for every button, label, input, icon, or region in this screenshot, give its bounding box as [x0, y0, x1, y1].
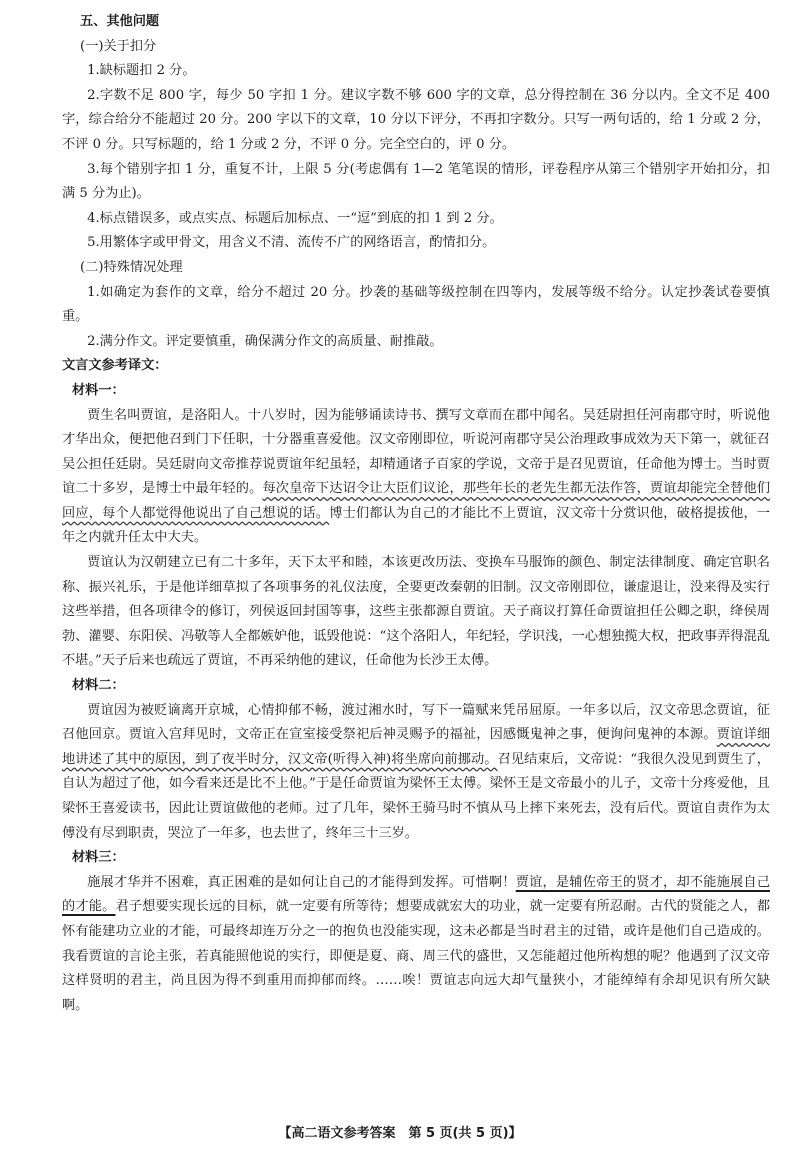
page-footer: 【高二语文参考答案 第 5 页(共 5 页)】: [278, 1126, 522, 1141]
deduction-item-5: 5.用繁体字或甲骨文，用含义不清、流传不广的网络语言，酌情扣分。: [87, 235, 496, 251]
material-3-underlined-sentence: 贾谊，是辅佐帝王的贤才，却不能施展自己的才能。: [62, 874, 771, 915]
material-1-paragraph-1: [62, 404, 770, 552]
material-1-text-a: 贾生名叫贾谊，是洛阳人。十八岁时，因为能够诵读诗书、撰写文章而在郡中闻名。吴廷尉担任河南郡守时，听说他才华出众，便把他召到门下任职，十分器重喜爱他。汉文帝刚即位，听说河南郡守吴公治理政事成效为天下第一，就征召吴公担任廷尉。吴廷尉向文帝推荐说贾谊年纪虽轻，却精通诸子百家的学说，文帝于是召见贾谊，任命他为博士。当时贾谊二十多岁，是博士中最年轻的。: [62, 407, 770, 497]
material-1-text-b: 博士们都认为自己的才能比不上贾谊，汉文帝十分赏识他，破格提拔他，一年之内就升任太中大夫。: [62, 505, 770, 546]
material-2-underlined-sentence: 贾谊详细地讲述了其中的原因，到了夜半时分，汉文帝(听得入神)将坐席向前挪动。: [62, 727, 771, 767]
material-2-paragraph: [62, 699, 770, 847]
deduction-item-4: 4.标点错误多，或点实点、标题后加标点、一“逗”到底的扣 1 到 2 分。: [87, 210, 503, 226]
section-five-title: 五、其他问题: [80, 14, 160, 29]
deduction-item-1: 1.缺标题扣 2 分。: [87, 63, 196, 79]
special-item-1: 1.如确定为套作的文章，给分不超过 20 分。抄袭的基础等级控制在四等内，发展等级不给分。认定抄袭试卷要慎重。: [62, 284, 770, 325]
deduction-heading: (一)关于扣分: [80, 38, 157, 54]
deduction-item-3: 3.每个错别字扣 1 分，重复不计，上限 5 分(考虑偶有 1—2 笔笔误的情形，评卷程序从第三个错别字开始扣分，扣满 5 分为止)。: [62, 161, 770, 202]
material-3-title: 材料三：: [72, 850, 125, 866]
material-1-title: 材料一：: [72, 382, 125, 398]
material-2-text-b: 召见结束后，文帝说：“我很久没见到贾生了，自认为超过了他，如今看来还是比不上他。”于是任命贾谊为梁怀王太傅。梁怀王是文帝最小的儿子，文帝十分疼爱他，且梁怀王喜爱读书，因此让贾谊做他的老师。过了几年，梁怀王骑马时不慎从马上摔下来死去，没有后代。贾谊自责作为太傅没有尽到职责，哭泣了一年多，也去世了，终年三十三岁。: [62, 751, 770, 841]
special-heading: (二)特殊情况处理: [80, 259, 183, 275]
material-1-underlined-sentence: 每次皇帝下达诏令让大臣们议论，那些年长的老先生都无法作答，贾谊却能完全替他们回应，每个人都觉得他说出了自己想说的话。: [62, 481, 771, 521]
material-2-text-a: 贾谊因为被贬谪离开京城，心情抑郁不畅，渡过湘水时，写下一篇赋来凭吊屈原。一年多以后，汉文帝思念贾谊，征召他回京。贾谊入宫拜见时，文帝正在宣室接受祭祀后神灵赐予的福祉，因感慨鬼神之事，便询问鬼神的本源。: [62, 702, 770, 743]
translation-title: 文言文参考译文：: [62, 358, 168, 374]
material-2-title: 材料二：: [72, 678, 125, 694]
deduction-item-2: 2.字数不足 800 字，每少 50 字扣 1 分。建议字数不够 600 字的文章，总分得控制在 36 分以内。全文不足 400 字，综合给分不能超过 20 分。200 字以下的文章，10 分以下评分，不再扣字数分。只写一两句话的，给 1 分或 2 分，不评 0 分。只写标题的，给 1 分或 2 分，不评 0 分。完全空白的，评 0 分。: [62, 87, 770, 152]
page-content: [62, 10, 770, 1018]
material-1-paragraph-2: 贾谊认为汉朝建立已有二十多年，天下太平和睦，本该更改历法、变换车马服饰的颜色、制定法律制度、确定官职名称、振兴礼乐，于是他详细草拟了各项事务的礼仪法度，全要更改秦朝的旧制。汉文帝刚即位，谦虚退让，没来得及实行这些举措，但各项律令的修订，列侯返回封国等事，这些主张都源自贾谊。天子商议打算任命贾谊担任公卿之职，绛侯周勃、灌婴、东阳侯、冯敬等人全都嫉妒他，诋毁他说：“这个洛阳人，年纪轻，学识浅，一心想独揽大权，把政事弄得混乱不堪。”天子后来也疏远了贾谊，不再采纳他的建议，任命他为长沙王太傅。: [62, 555, 770, 669]
special-item-2: 2.满分作文。评定要慎重，确保满分作文的高质量、耐推敲。: [87, 333, 443, 349]
material-3-text-b: 君子想要实现长远的目标，就一定要有所等待；想要成就宏大的功业，就一定要有所忍耐。古代的贤能之人，都怀有能建功立业的才能，可最终却连万分之一的抱负也没能实现，这未必都是当时君主的过错，或许是他们自己造成的。我看贾谊的言论主张，若真能照他说的实行，即便是夏、商、周三代的盛世，又怎能超过他所构想的呢？他遇到了汉文帝这样贤明的君主，尚且因为得不到重用而抑郁而终。……唉！贾谊志向远大却气量狭小，才能绰绰有余却见识有所欠缺啊。: [62, 899, 771, 1013]
material-3-text-a: 施展才华并不困难，真正困难的是如何让自己的才能得到发挥。可惜啊！: [87, 874, 516, 890]
material-3-paragraph: [62, 871, 770, 1019]
